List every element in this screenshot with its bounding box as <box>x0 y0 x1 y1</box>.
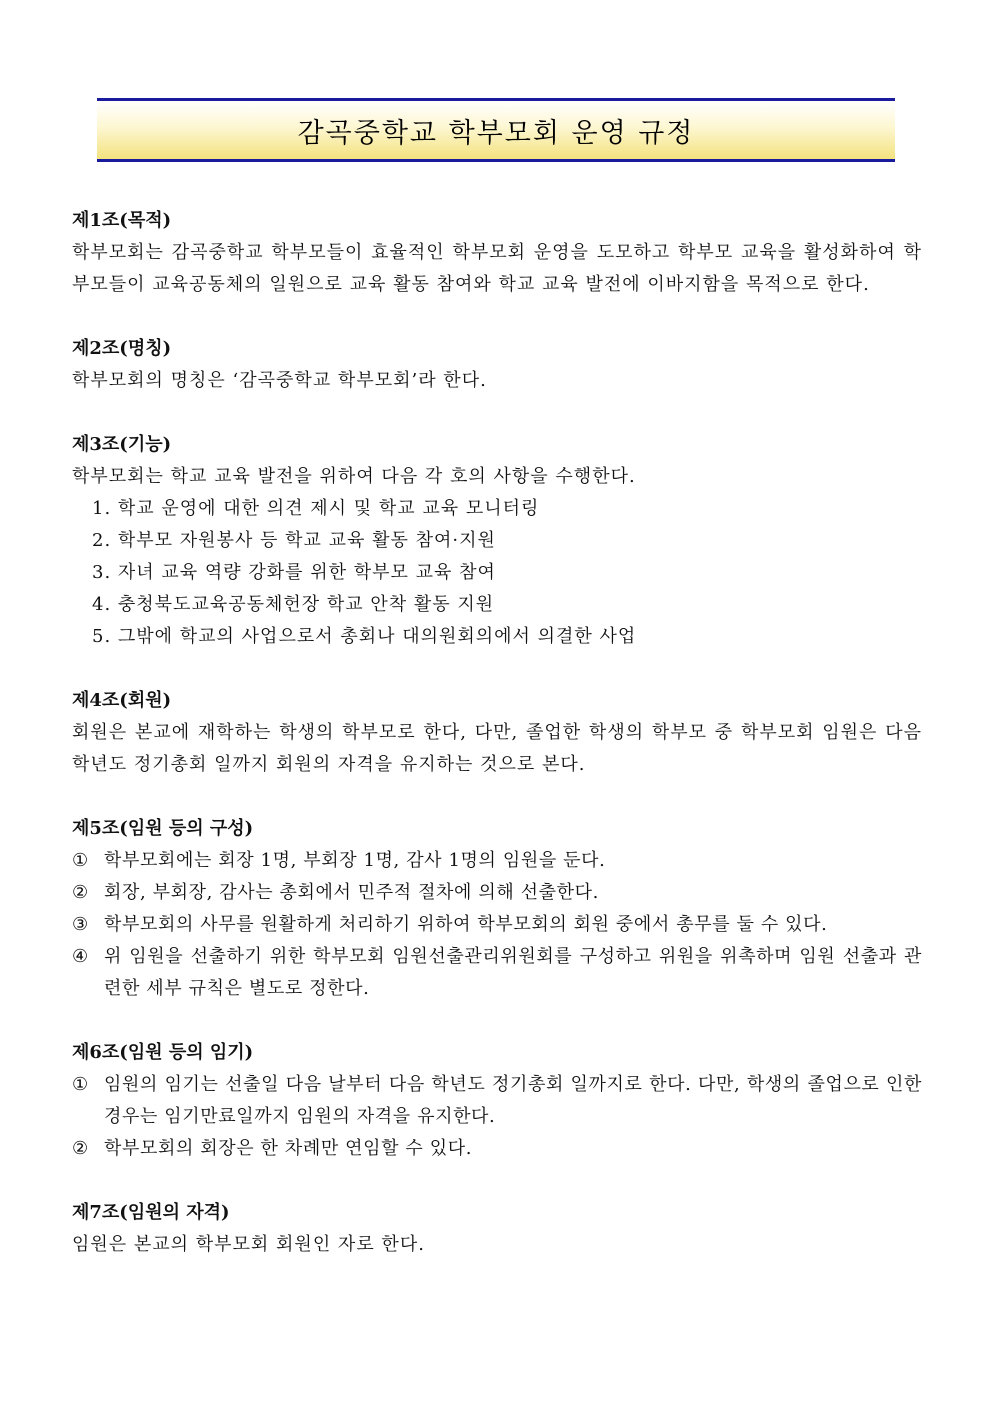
clause-number: ① <box>72 1074 89 1095</box>
article-6 <box>72 1037 922 1165</box>
article-3 <box>72 429 922 653</box>
article-5 <box>72 813 922 1005</box>
clause-text: 위 임원을 선출하기 위한 학부모회 임원선출관리위원회를 구성하고 위원을 위촉하며 임원 선출과 관련한 세부 규칙은 별도로 정한다. <box>104 946 922 999</box>
article-2 <box>72 333 922 397</box>
article-heading: 제1조(목적) <box>72 210 172 231</box>
list-item: 3. 자녀 교육 역량 강화를 위한 학부모 교육 참여 <box>92 562 496 583</box>
article-heading: 제4조(회원) <box>72 690 172 711</box>
document-title: 감곡중학교 학부모회 운영 규정 <box>297 117 695 149</box>
article-1 <box>72 205 922 301</box>
clause-text: 학부모회에는 회장 1명, 부회장 1명, 감사 1명의 임원을 둔다. <box>104 850 606 871</box>
article-heading: 제5조(임원 등의 구성) <box>72 818 254 839</box>
clause-number: ② <box>72 882 89 903</box>
document-body <box>72 205 922 1293</box>
clause <box>72 941 922 1005</box>
clause-number: ③ <box>72 914 89 935</box>
list-item: 1. 학교 운영에 대한 의견 제시 및 학교 교육 모니터링 <box>92 498 540 519</box>
list-item: 2. 학부모 자원봉사 등 학교 교육 활동 참여·지원 <box>92 530 496 551</box>
article-heading: 제3조(기능) <box>72 434 172 455</box>
article-text: 학부모회는 감곡중학교 학부모들이 효율적인 학부모회 운영을 도모하고 학부모 교육을 활성화하여 학부모들이 교육공동체의 일원으로 교육 활동 참여와 학교 교육 발전에 이바지함을 목적으로 한다. <box>72 242 922 295</box>
article-4 <box>72 685 922 781</box>
article-heading: 제7조(임원의 자격) <box>72 1202 230 1223</box>
article-text: 학부모회의 명칭은 ‘감곡중학교 학부모회’라 한다. <box>72 370 487 391</box>
clause-text: 학부모회의 사무를 원활하게 처리하기 위하여 학부모회의 회원 중에서 총무를 둘 수 있다. <box>104 914 828 935</box>
list-item: 5. 그밖에 학교의 사업으로서 총회나 대의원회의에서 의결한 사업 <box>92 626 637 647</box>
clause <box>72 909 922 941</box>
clause-text: 임원의 임기는 선출일 다음 날부터 다음 학년도 정기총회 일까지로 한다. 다만, 학생의 졸업으로 인한 경우는 임기만료일까지 임원의 자격을 유지한다. <box>104 1074 922 1127</box>
clause <box>72 1133 922 1165</box>
clause <box>72 1069 922 1133</box>
article-heading: 제2조(명칭) <box>72 338 172 359</box>
clause-text: 회장, 부회장, 감사는 총회에서 민주적 절차에 의해 선출한다. <box>104 882 599 903</box>
article-text: 회원은 본교에 재학하는 학생의 학부모로 한다, 다만, 졸업한 학생의 학부모 중 학부모회 임원은 다음 학년도 정기총회 일까지 회원의 자격을 유지하는 것으로 본다. <box>72 722 922 775</box>
list-item: 4. 충청북도교육공동체헌장 학교 안착 활동 지원 <box>92 594 495 615</box>
clause <box>72 845 922 877</box>
article-7 <box>72 1197 922 1261</box>
clause-number: ① <box>72 850 89 871</box>
article-text: 학부모회는 학교 교육 발전을 위하여 다음 각 호의 사항을 수행한다. <box>72 466 636 487</box>
document-title-banner <box>97 98 895 162</box>
article-heading: 제6조(임원 등의 임기) <box>72 1042 254 1063</box>
clause-number: ④ <box>72 946 89 967</box>
clause <box>72 877 922 909</box>
clause-number: ② <box>72 1138 89 1159</box>
clause-text: 학부모회의 회장은 한 차례만 연임할 수 있다. <box>104 1138 473 1159</box>
article-text: 임원은 본교의 학부모회 회원인 자로 한다. <box>72 1234 425 1255</box>
